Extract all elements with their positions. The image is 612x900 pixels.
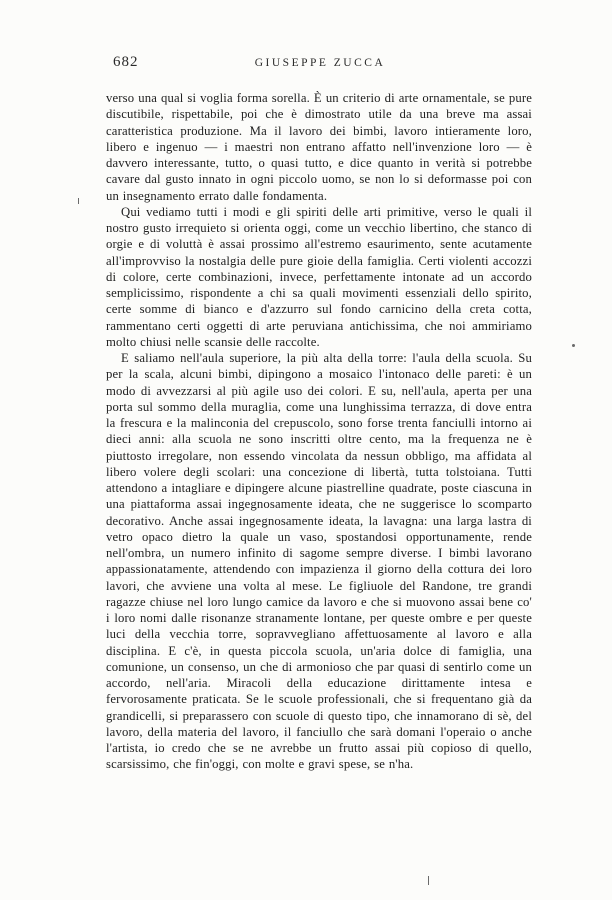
paragraph: verso una qual si voglia forma sorella. È un criterio di arte ornamentale, se pure discutibile, rispettabile, poi che è dimostrato utile da una breve ma assai caratteristica produzione. Ma il lavoro dei bimbi, lavoro intieramente loro, libero e ingenuo — i maestri non entrano affatto nell'invenzione loro — è davvero interessante, tutto, o quasi tutto, e dice quanto in verità si potrebbe cavare dal gusto innato in ogni piccolo uomo, se non lo si deformasse poi con un insegnamento errato dalle fondamenta. bbox=[106, 91, 532, 203]
scan-artifact bbox=[428, 876, 429, 885]
paragraph: E saliamo nell'aula superiore, la più alta della torre: l'aula della scuola. Su per la scala, alcuni bimbi, dipingono a mosaico l'intonaco delle pareti: è un modo di avvezzarsi al più agile uso dei colori. E su, nell'aula, aperta per una porta sul sommo della muraglia, come una lunghissima terrazza, di dove entra la frescura e la malinconia del crepuscolo, sono forse trenta fanciulli intorno ai dieci anni: alla scuola ne sono inscritti oltre cento, ma la frequenza ne è piuttosto irregolare, non essendo vincolata da nessun obbligo, ma affidata al libero volere degli scolari: una concezione di libertà, tutta tolstoiana. Tutti attendono a intagliare e dipingere alcune piastrelline quadrate, poste ciascuna in una piattaforma assai ingegnosamente ideata, che ne suggerisce lo scomparto decorativo. Anche assai ingegnosamente ideata, la lavagna: una larga lastra di vetro opaco dietro la quale un vaso, spostandosi opportunamente, rende nell'ombra, un numero infinito di sagome sempre diverse. I bimbi lavorano appassionatamente, attendendo con impazienza il giorno della cottura dei loro lavori, che avviene una volta al mese. Le figliuole del Randone, tre grandi ragazze chiuse nel loro lungo camice da lavoro e che si muovono assai bene co' i loro nomi dalle risonanze stranamente lontane, per queste ombre e per queste luci della vecchia torre, sopravvegliano affettuosamente al lavoro e alla disciplina. E c'è, in questa piccola scuola, un'aria dolce di famiglia, una comunione, un consenso, un che di armonioso che par quasi di sentirlo come un accordo, nell'aria. Miracoli della educazione dirittamente intesa e fervorosamente praticata. Se le scuole professionali, che si frequentano già da grandicelli, si preparassero con scuole di questo tipo, che innamorano di sè, del lavoro, della materia del lavoro, il fanciullo che sarà domani l'operaio o anche l'artista, io credo che se ne avrebbe un frutto assai più copioso di quello, scarsissimo, che fin'oggi, con molte e gravi spese, se n'ha. bbox=[106, 351, 532, 772]
body-text bbox=[106, 90, 532, 773]
scan-artifact bbox=[572, 344, 575, 347]
page-number: 682 bbox=[113, 54, 139, 70]
paragraph: Qui vediamo tutti i modi e gli spiriti delle arti primitive, verso le quali il nostro gusto irrequieto si orienta oggi, come un vecchio libertino, che stanco di orgie e di voluttà è assai prossimo all'estremo esaurimento, sente acutamente all'improvviso la nostalgia delle pure gioie della famiglia. Certi violenti accozzi di colore, certe combinazioni, invece, perfettamente intonate ad un accordo semplicissimo, rispondente a chi sa quali movimenti essenziali dello spirito, certe somme di bianco e d'azzurro sul fondo carnicino della creta cotta, rammentano certi oggetti di arte peruviana antichissima, che noi ammiriamo molto chiusi nelle scansie delle raccolte. bbox=[106, 204, 532, 349]
running-head bbox=[105, 54, 535, 74]
scan-artifact bbox=[78, 198, 79, 204]
running-header-author: GIUSEPPE ZUCCA bbox=[254, 57, 386, 69]
